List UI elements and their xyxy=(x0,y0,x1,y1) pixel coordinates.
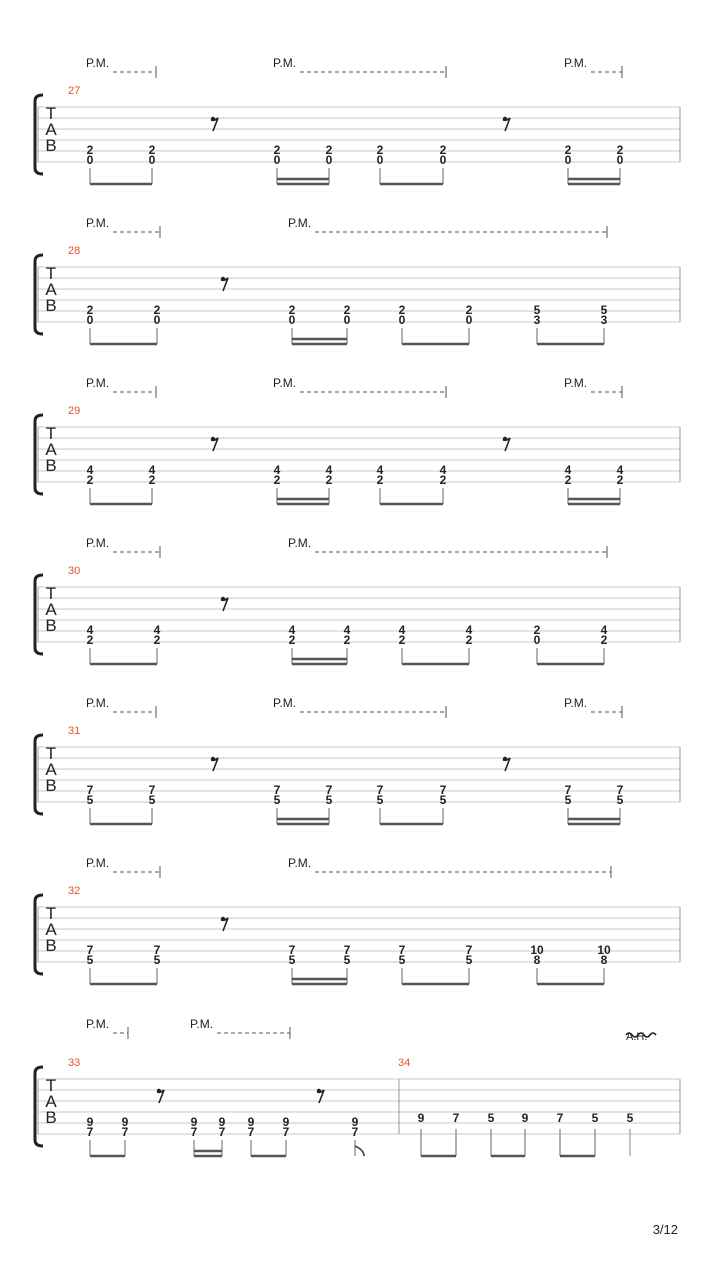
tab-clef-letter: B xyxy=(45,776,57,795)
fret-number: 2 xyxy=(600,633,608,647)
fret-number: 9 xyxy=(521,1111,529,1125)
bar-number: 30 xyxy=(68,565,81,577)
fret-number: 2 xyxy=(564,473,572,487)
fret-number: 7 xyxy=(282,1125,290,1139)
bar-number: 28 xyxy=(68,245,81,257)
tab-system xyxy=(35,536,680,664)
fret-number: 9 xyxy=(351,1115,359,1129)
bar-number: 29 xyxy=(68,405,81,417)
fret-number: 2 xyxy=(533,623,541,637)
fret-number: 10 xyxy=(530,943,544,957)
fret-number: 5 xyxy=(376,793,384,807)
bar-number: 31 xyxy=(68,725,81,737)
tab-clef-letter: B xyxy=(45,456,57,475)
page-number: 3/12 xyxy=(652,1222,678,1237)
fret-number: 0 xyxy=(343,313,351,327)
palm-mute-label: P.M. xyxy=(86,536,110,550)
palm-mute-label: P.M. xyxy=(86,856,110,870)
fret-number: 7 xyxy=(465,943,473,957)
fret-number: 4 xyxy=(148,463,156,477)
tab-clef-letter: B xyxy=(45,136,57,155)
palm-mute-label: P.M. xyxy=(86,696,110,710)
fret-number: 2 xyxy=(86,473,94,487)
fret-number: 3 xyxy=(533,313,541,327)
fret-number: 2 xyxy=(86,143,94,157)
fret-number: 7 xyxy=(376,783,384,797)
fret-number: 0 xyxy=(153,313,161,327)
fret-number: 4 xyxy=(465,623,473,637)
tab-system xyxy=(35,56,680,184)
fret-number: 4 xyxy=(86,623,94,637)
fret-number: 7 xyxy=(273,783,281,797)
fret-number: 7 xyxy=(351,1125,359,1139)
fret-number: 8 xyxy=(600,953,608,967)
tab-system xyxy=(35,376,680,504)
fret-number: 7 xyxy=(556,1111,564,1125)
fret-number: 7 xyxy=(343,943,351,957)
fret-number: 2 xyxy=(288,303,296,317)
fret-number: 7 xyxy=(247,1125,255,1139)
palm-mute-label: P.M. xyxy=(564,56,588,70)
fret-number: 2 xyxy=(616,143,624,157)
fret-number: 7 xyxy=(439,783,447,797)
palm-mute-label: P.M. xyxy=(273,56,297,70)
fret-number: 7 xyxy=(121,1125,129,1139)
fret-number: 5 xyxy=(343,953,351,967)
fret-number: 8 xyxy=(533,953,541,967)
tab-system xyxy=(35,856,680,984)
palm-mute-label: P.M. xyxy=(86,216,110,230)
fret-number: 5 xyxy=(564,793,572,807)
bar-number: 27 xyxy=(68,85,81,97)
fret-number: 2 xyxy=(273,473,281,487)
fret-number: 5 xyxy=(600,303,608,317)
tab-clef-letter: T xyxy=(45,904,57,923)
fret-number: 9 xyxy=(218,1115,226,1129)
palm-mute-label: P.M. xyxy=(273,376,297,390)
fret-number: 2 xyxy=(398,633,406,647)
fret-number: 7 xyxy=(218,1125,226,1139)
fret-number: 5 xyxy=(398,953,406,967)
fret-number: 0 xyxy=(398,313,406,327)
fret-number: 5 xyxy=(591,1111,599,1125)
fret-number: 5 xyxy=(86,793,94,807)
fret-number: 10 xyxy=(597,943,611,957)
fret-number: 7 xyxy=(452,1111,460,1125)
fret-number: 2 xyxy=(153,303,161,317)
palm-mute-label: P.M. xyxy=(86,1017,110,1031)
fret-number: 9 xyxy=(190,1115,198,1129)
fret-number: 9 xyxy=(417,1111,425,1125)
fret-number: 5 xyxy=(325,793,333,807)
tab-clef-letter: T xyxy=(45,1076,57,1095)
fret-number: 5 xyxy=(533,303,541,317)
tab-clef-letter: A xyxy=(45,120,57,139)
fret-number: 2 xyxy=(148,143,156,157)
fret-number: 5 xyxy=(153,953,161,967)
fret-number: 0 xyxy=(325,153,333,167)
fret-number: 2 xyxy=(398,303,406,317)
tab-clef-letter: T xyxy=(45,744,57,763)
fret-number: 7 xyxy=(86,943,94,957)
fret-number: 5 xyxy=(465,953,473,967)
fret-number: 9 xyxy=(121,1115,129,1129)
palm-mute-label: P.M. xyxy=(564,376,588,390)
tab-clef-letter: B xyxy=(45,296,57,315)
fret-number: 9 xyxy=(247,1115,255,1129)
fret-number: 2 xyxy=(343,303,351,317)
fret-number: 7 xyxy=(86,783,94,797)
fret-number: 0 xyxy=(86,153,94,167)
fret-number: 7 xyxy=(325,783,333,797)
fret-number: 4 xyxy=(273,463,281,477)
fret-number: 4 xyxy=(616,463,624,477)
fret-number: 2 xyxy=(86,633,94,647)
fret-number: 4 xyxy=(439,463,447,477)
fret-number: 4 xyxy=(153,623,161,637)
tab-system xyxy=(35,696,680,824)
fret-number: 7 xyxy=(153,943,161,957)
fret-number: 2 xyxy=(273,143,281,157)
fret-number: 7 xyxy=(616,783,624,797)
fret-number: 7 xyxy=(86,1125,94,1139)
fret-number: 2 xyxy=(439,143,447,157)
fret-number: 2 xyxy=(86,303,94,317)
palm-mute-label: P.M. xyxy=(86,56,110,70)
fret-number: 2 xyxy=(288,633,296,647)
palm-mute-label: P.M. xyxy=(288,856,312,870)
fret-number: 0 xyxy=(533,633,541,647)
fret-number: 2 xyxy=(325,143,333,157)
palm-mute-label: P.M. xyxy=(273,696,297,710)
artificial-harmonic-label: A.H. xyxy=(626,1031,648,1043)
tab-system xyxy=(35,216,680,344)
palm-mute-label: P.M. xyxy=(190,1017,214,1031)
fret-number: 4 xyxy=(376,463,384,477)
note-flag xyxy=(355,1146,364,1156)
fret-number: 5 xyxy=(148,793,156,807)
tab-clef-letter: T xyxy=(45,264,57,283)
fret-number: 7 xyxy=(190,1125,198,1139)
fret-number: 2 xyxy=(439,473,447,487)
fret-number: 2 xyxy=(343,633,351,647)
tab-clef-letter: B xyxy=(45,936,57,955)
fret-number: 2 xyxy=(376,473,384,487)
tab-clef-letter: A xyxy=(45,280,57,299)
fret-number: 9 xyxy=(282,1115,290,1129)
bar-number: 32 xyxy=(68,885,81,897)
palm-mute-label: P.M. xyxy=(564,696,588,710)
fret-number: 0 xyxy=(148,153,156,167)
tab-clef-letter: T xyxy=(45,584,57,603)
fret-number: 0 xyxy=(564,153,572,167)
tab-clef-letter: A xyxy=(45,920,57,939)
tab-clef-letter: B xyxy=(45,1108,57,1127)
fret-number: 0 xyxy=(86,313,94,327)
fret-number: 2 xyxy=(376,143,384,157)
fret-number: 2 xyxy=(616,473,624,487)
fret-number: 7 xyxy=(398,943,406,957)
palm-mute-label: P.M. xyxy=(288,216,312,230)
tab-clef-letter: T xyxy=(45,104,57,123)
fret-number: 0 xyxy=(288,313,296,327)
fret-number: 4 xyxy=(288,623,296,637)
bar-number: 33 xyxy=(68,1057,81,1069)
fret-number: 4 xyxy=(86,463,94,477)
palm-mute-label: P.M. xyxy=(86,376,110,390)
palm-mute-label: P.M. xyxy=(288,536,312,550)
fret-number: 0 xyxy=(273,153,281,167)
fret-number: 5 xyxy=(273,793,281,807)
fret-number: 2 xyxy=(148,473,156,487)
tab-clef-letter: A xyxy=(45,440,57,459)
fret-number: 4 xyxy=(600,623,608,637)
tab-clef-letter: B xyxy=(45,616,57,635)
fret-number: 4 xyxy=(564,463,572,477)
fret-number: 9 xyxy=(86,1115,94,1129)
tab-clef-letter: A xyxy=(45,600,57,619)
fret-number: 4 xyxy=(343,623,351,637)
fret-number: 4 xyxy=(398,623,406,637)
fret-number: 0 xyxy=(465,313,473,327)
fret-number: 2 xyxy=(325,473,333,487)
fret-number: 5 xyxy=(439,793,447,807)
fret-number: 2 xyxy=(465,303,473,317)
fret-number: 2 xyxy=(465,633,473,647)
fret-number: 7 xyxy=(564,783,572,797)
fret-number: 5 xyxy=(487,1111,495,1125)
fret-number: 4 xyxy=(325,463,333,477)
fret-number: 7 xyxy=(148,783,156,797)
fret-number: 0 xyxy=(376,153,384,167)
tab-system xyxy=(35,1017,680,1156)
tab-clef-letter: T xyxy=(45,424,57,443)
fret-number: 5 xyxy=(288,953,296,967)
fret-number: 0 xyxy=(616,153,624,167)
tab-clef-letter: A xyxy=(45,760,57,779)
fret-number: 5 xyxy=(86,953,94,967)
fret-number: 3 xyxy=(600,313,608,327)
fret-number: 7 xyxy=(288,943,296,957)
fret-number: 0 xyxy=(439,153,447,167)
fret-number: 2 xyxy=(564,143,572,157)
tab-clef-letter: A xyxy=(45,1092,57,1111)
fret-number: 5 xyxy=(616,793,624,807)
fret-number: 2 xyxy=(153,633,161,647)
bar-number: 34 xyxy=(398,1057,411,1069)
fret-number: 5 xyxy=(626,1111,634,1125)
